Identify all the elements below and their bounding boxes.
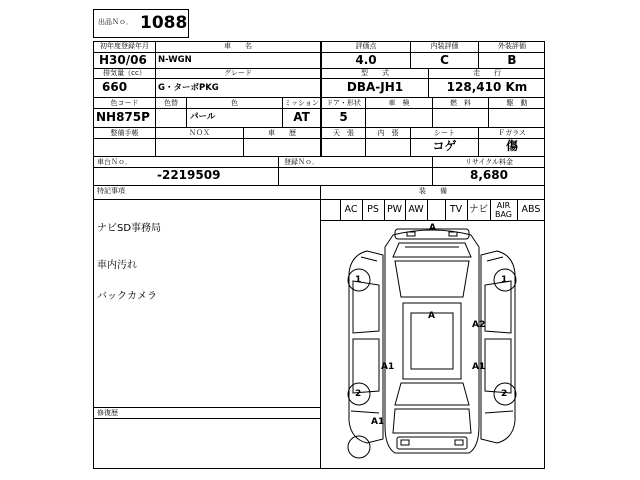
mileage-value: 128,410 Km [446, 80, 528, 94]
windshield [395, 261, 469, 297]
seat-value: コゲ [432, 139, 457, 153]
model-label: 型 式 [361, 69, 389, 77]
interior-trim-label: 内 張 [377, 129, 399, 137]
equipment-ac: AC [344, 204, 358, 215]
note-item: 車内汚れ [97, 260, 137, 271]
lot-number-value: 1088 [140, 13, 188, 33]
car-name-value: N-WGN [158, 55, 192, 65]
displacement-value: 660 [102, 80, 128, 94]
color-code-label: 色コード [110, 99, 139, 107]
transmission-label: ミッション [284, 99, 319, 107]
note-item: ナビSD事務局 [97, 223, 162, 234]
first-registration-label: 初年度登録年月 [100, 42, 149, 50]
transmission-value: AT [293, 110, 310, 124]
color-change-label: 色替 [164, 99, 178, 107]
equipment-pw: PW [386, 204, 403, 215]
wheel-label: 1 [501, 275, 508, 285]
registration-no-label: 登録Ｎｏ． [284, 158, 319, 166]
damage-mark-roof: A [428, 311, 435, 321]
wheel-label: 2 [501, 389, 508, 399]
doors-value: 5 [339, 110, 348, 124]
tailgate [393, 409, 471, 433]
doors-shape-label: ドア・形状 [326, 99, 361, 107]
score-label: 評価点 [355, 42, 377, 50]
car-damage-diagram [321, 221, 544, 468]
mileage-label: 走 行 [473, 69, 501, 77]
lot-number-box [93, 9, 189, 38]
sunroof-label: 天 張 [333, 129, 354, 137]
damage-mark-front: A [429, 223, 436, 233]
fuel-label: 燃 料 [450, 99, 471, 107]
damage-mark-rear: A1 [371, 417, 385, 427]
special-notes-label: 特記事項 [97, 187, 125, 195]
equipment-tv: TV [449, 204, 463, 215]
exterior-score-value: B [507, 53, 517, 67]
score-value: 4.0 [355, 53, 377, 67]
car-body-outline [385, 230, 479, 453]
grade-value: G・ターボPKG [158, 83, 219, 93]
recycle-fee-label: リサイクル料金 [464, 158, 514, 166]
equipment-ps: PS [367, 204, 379, 215]
nox-label: ＮＯＸ [189, 129, 210, 137]
damage-mark-right-rear: A1 [472, 362, 486, 372]
equipment-navi: ナビ [468, 204, 488, 215]
color-value: パール [190, 112, 216, 122]
right-side-outline [481, 251, 515, 443]
wheel-label: 1 [355, 275, 362, 285]
seat-label: シート [434, 129, 455, 137]
equipment-airbag: AIR BAG [494, 201, 513, 219]
interior-score-value: C [440, 53, 449, 67]
damage-mark-right-door: A2 [472, 320, 486, 330]
f-glass-label: Ｆガラス [498, 129, 526, 137]
color-code-value: NH875P [96, 110, 150, 124]
chassis-no-label: 車台Ｎｏ． [97, 158, 132, 166]
equipment-aw: AW [408, 204, 424, 215]
inspection-label: 車 検 [388, 99, 410, 107]
note-item: バックカメラ [97, 291, 157, 302]
equipment-abs: ABS [521, 204, 541, 215]
interior-score-label: 内装評価 [430, 42, 459, 50]
history-label: 車 歴 [268, 129, 296, 137]
repair-history-label: 修復歴 [97, 409, 118, 417]
drive-label: 駆 動 [506, 99, 528, 107]
equipment-row [320, 200, 545, 220]
exterior-score-label: 外装評価 [498, 42, 526, 50]
damage-mark-left-rear: A1 [381, 362, 395, 372]
rear-window [395, 383, 469, 405]
lot-number-label: 出品Ｎｏ． [98, 18, 133, 26]
f-glass-value: 傷 [505, 139, 518, 153]
rear-bumper [397, 437, 467, 449]
first-registration-value: H30/06 [99, 53, 147, 67]
hood [393, 243, 471, 257]
chassis-no-value: -2219509 [157, 168, 221, 182]
grade-label: グレード [224, 69, 252, 77]
recycle-fee-value: 8,680 [470, 168, 508, 182]
wheel-label: 2 [355, 389, 362, 399]
maintenance-book-label: 整備手帳 [110, 129, 139, 137]
equipment-label: 装 備 [419, 187, 447, 195]
displacement-label: 排気量（cc） [103, 69, 146, 77]
car-name-label: 車 名 [224, 42, 252, 50]
model-value: DBA-JH1 [346, 80, 404, 94]
color-label: 色 [231, 99, 238, 107]
